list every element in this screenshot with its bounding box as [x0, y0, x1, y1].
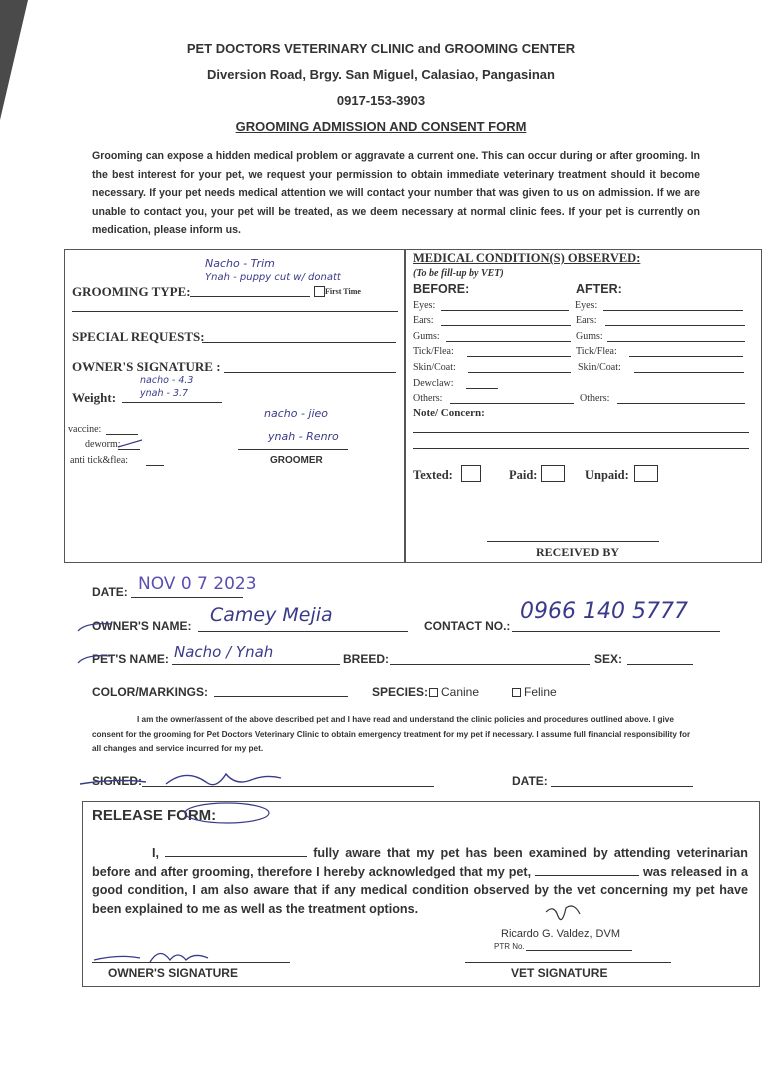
date-line — [131, 597, 243, 598]
release-owner-signature-line — [92, 962, 290, 963]
canine-checkbox[interactable] — [429, 688, 438, 697]
release-title-circle-mark — [182, 800, 272, 826]
unpaid-checkbox[interactable] — [634, 465, 658, 482]
gums-before-line — [446, 341, 571, 342]
eyes-after-line — [603, 310, 743, 311]
release-i: I, — [152, 846, 159, 860]
ptr-line — [526, 950, 632, 951]
weight-line — [122, 402, 222, 403]
grooming-type-line — [190, 296, 310, 297]
date-label: DATE: — [92, 585, 128, 599]
eyes-before-line — [441, 310, 569, 311]
others-after-label: Others: — [580, 393, 610, 404]
grooming-type-hand-2: Ynah - puppy cut w/ donatt — [205, 272, 341, 283]
grooming-type-label: GROOMING TYPE: — [72, 284, 191, 299]
contact-value: 0966 140 5777 — [520, 599, 688, 624]
medical-subtitle: (To be fill-up by VET) — [413, 268, 504, 279]
gums-after-label: Gums: — [576, 331, 603, 342]
species-label: SPECIES: — [372, 685, 429, 699]
owner-name-mark — [76, 618, 116, 634]
vaccine-label: vaccine: — [68, 424, 102, 435]
pet-name-line — [172, 664, 340, 665]
contact-line — [512, 631, 720, 632]
tickflea-after-line — [629, 356, 743, 357]
intro-paragraph: Grooming can expose a hidden medical problem or aggravate a current one. This can occur during or after grooming. In the best interest for your pet, we request your permission to obtain immediate veterinary treatment should it become necessary. If your pet needs medical attention we will contact your number that was given to us on admission. If we are unable to contact you, your pet will be treated, as we deem necessary at normal clinic fees. If your pet is currently on medication, please inform us. — [92, 150, 700, 237]
ears-after-line — [605, 325, 745, 326]
skincoat-before-line — [468, 372, 571, 373]
ears-before-line — [441, 325, 571, 326]
groomer-hand-1: nacho - jieo — [264, 407, 329, 420]
owner-signature-line — [224, 372, 396, 373]
ptr-label: PTR No. — [494, 942, 525, 951]
breed-label: BREED: — [343, 652, 390, 666]
others-after-line — [617, 403, 745, 404]
release-title: RELEASE FORM: — [92, 807, 217, 824]
special-requests-line — [202, 342, 396, 343]
groomer-hand-2: ynah - Renro — [268, 430, 339, 443]
gums-before-label: Gums: — [413, 331, 440, 342]
owner-name-line — [198, 631, 408, 632]
medical-box — [404, 249, 762, 563]
release-text-2: was released in a good condition, I am also aware that if any medical condition observed by the vet concerning my pet have been explained to me as well as the treatment options. — [92, 864, 748, 916]
received-by-label: RECEIVED BY — [536, 545, 620, 559]
grooming-type-line-2 — [72, 311, 398, 312]
weight-label: Weight: — [72, 390, 117, 405]
owner-signature-label: OWNER'S SIGNATURE : — [72, 359, 221, 374]
special-requests-label: SPECIAL REQUESTS: — [72, 329, 205, 344]
release-name-blank — [165, 845, 307, 857]
clinic-address: Diversion Road, Brgy. San Miguel, Calasiao, Pangasinan — [207, 67, 555, 82]
eyes-before-label: Eyes: — [413, 300, 436, 311]
vet-name: Ricardo G. Valdez, DVM — [501, 928, 621, 940]
feline-label: Feline — [524, 685, 557, 699]
note-line-1 — [413, 432, 749, 433]
deworm-label: deworm: — [85, 439, 121, 450]
note-line-2 — [413, 448, 749, 449]
owner-name-value: Camey Mejia — [210, 604, 333, 626]
weight-hand-1: nacho - 4.3 — [140, 375, 194, 386]
dewclaw-line — [466, 388, 498, 389]
antitick-label: anti tick&flea: — [70, 455, 129, 466]
deworm-check-mark — [116, 438, 146, 450]
tickflea-before-label: Tick/Flea: — [413, 346, 454, 357]
breed-line — [390, 664, 590, 665]
owner-signature-image — [76, 760, 296, 796]
skincoat-after-label: Skin/Coat: — [578, 362, 621, 373]
pet-name-value: Nacho / Ynah — [174, 643, 274, 661]
color-markings-line — [214, 696, 348, 697]
gums-after-line — [607, 341, 745, 342]
ears-before-label: Ears: — [413, 315, 434, 326]
paid-label: Paid: — [509, 468, 538, 482]
tickflea-before-line — [467, 356, 571, 357]
tickflea-after-label: Tick/Flea: — [576, 346, 617, 357]
others-before-line — [450, 403, 574, 404]
unpaid-label: Unpaid: — [585, 468, 629, 482]
dewclaw-label: Dewclaw: — [413, 378, 454, 389]
vet-signature-label: VET SIGNATURE — [511, 966, 608, 980]
feline-checkbox[interactable] — [512, 688, 521, 697]
release-paragraph — [92, 844, 748, 918]
release-text-1: fully aware that my pet has been examined by attending veterinarian before and after grooming, therefore I hereby acknowledged that my pet, — [92, 846, 748, 879]
groomer-label: GROOMER — [270, 455, 323, 466]
pet-name-mark — [76, 650, 116, 666]
vaccine-line — [106, 434, 138, 435]
signed-label: SIGNED: — [92, 774, 143, 788]
contact-label: CONTACT NO.: — [424, 619, 511, 633]
skincoat-after-line — [634, 372, 744, 373]
form-title: GROOMING ADMISSION AND CONSENT FORM — [235, 119, 527, 134]
clinic-phone: 0917-153-3903 — [336, 93, 426, 108]
paid-checkbox[interactable] — [541, 465, 565, 482]
received-by-line — [487, 541, 659, 542]
consent-date-line — [551, 786, 693, 787]
vet-signature-image — [540, 900, 590, 930]
medical-title: MEDICAL CONDITION(S) OBSERVED: — [413, 251, 641, 265]
vet-signature-line — [465, 962, 671, 963]
eyes-after-label: Eyes: — [575, 300, 598, 311]
release-owner-signature-label: OWNER'S SIGNATURE — [108, 966, 238, 980]
consent-paragraph: I am the owner/assent of the above described pet and I have read and understand the clinic policies and procedures outlined above. I give consent for the grooming for Pet Doctors Veterinary Clinic to obtain emergency treatment for my pet if necessary. I assume full financial responsibility for all changes and service incurred for my pet. — [92, 715, 691, 754]
antitick-line — [146, 465, 164, 466]
note-concern-label: Note/ Concern: — [413, 407, 485, 419]
date-stamp-value: NOV 0 7 2023 — [138, 574, 257, 594]
ears-after-label: Ears: — [576, 315, 597, 326]
skincoat-before-label: Skin/Coat: — [413, 362, 456, 373]
texted-checkbox[interactable] — [461, 465, 481, 482]
canine-label: Canine — [441, 685, 480, 699]
clinic-name: PET DOCTORS VETERINARY CLINIC and GROOMING CENTER — [186, 41, 576, 56]
weight-hand-2: ynah - 3.7 — [140, 388, 189, 399]
color-markings-label: COLOR/MARKINGS: — [92, 685, 208, 699]
sex-line — [627, 664, 693, 665]
consent-date-label: DATE: — [512, 774, 548, 788]
first-time-checkbox[interactable] — [314, 286, 325, 297]
sex-label: SEX: — [594, 652, 623, 666]
texted-label: Texted: — [413, 468, 453, 482]
grooming-type-hand-1: Nacho - Trim — [205, 257, 275, 270]
release-pet-blank — [535, 864, 639, 876]
first-time-label: First Time — [325, 287, 361, 296]
owner-name-label: OWNER'S NAME: — [92, 619, 192, 633]
groomer-line — [238, 449, 348, 450]
pet-name-label: PET'S NAME: — [92, 652, 169, 666]
others-before-label: Others: — [413, 393, 443, 404]
after-label: AFTER: — [576, 282, 622, 296]
before-label: BEFORE: — [413, 282, 470, 296]
